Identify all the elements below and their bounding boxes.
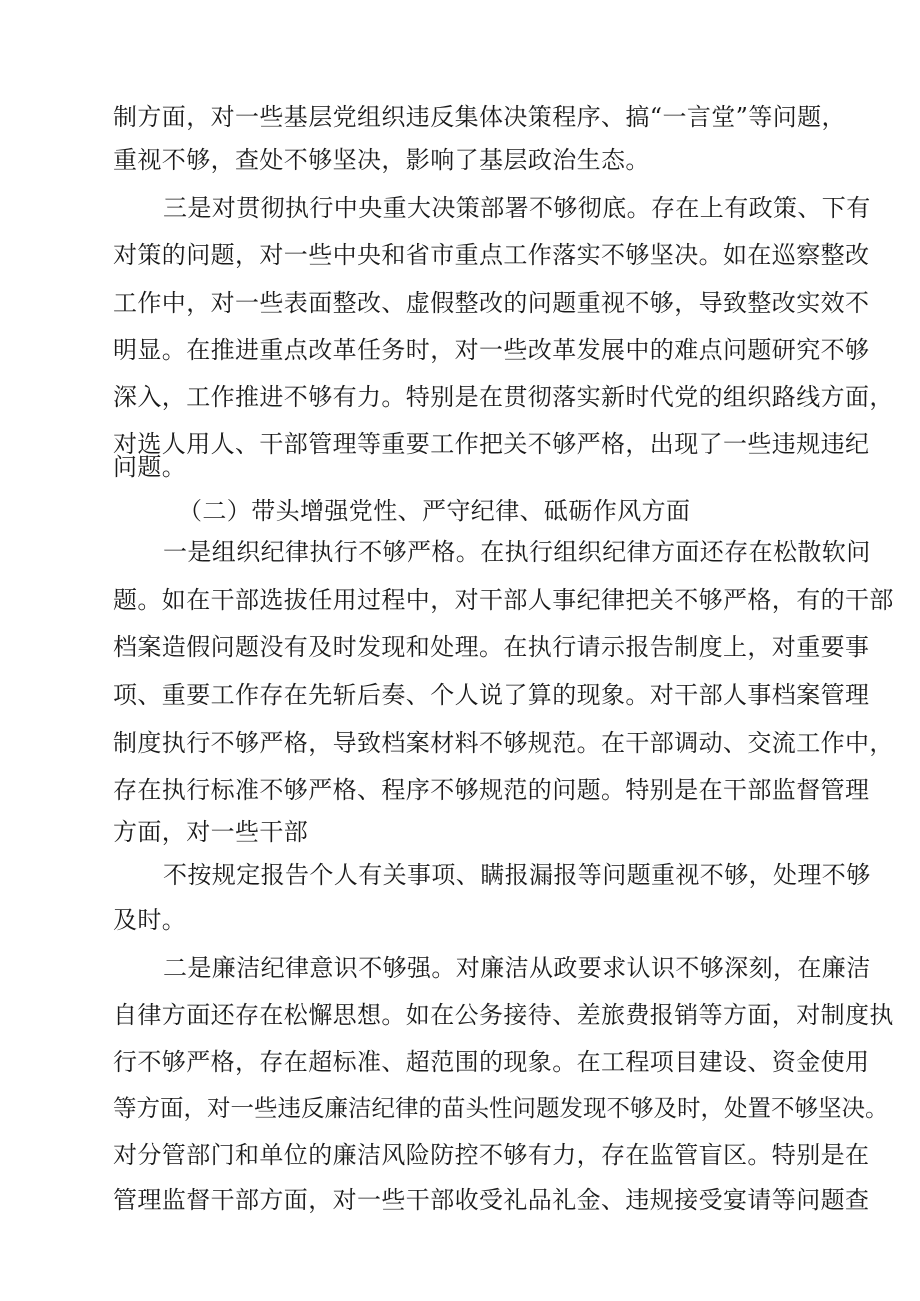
text-line: 对选人用人、干部管理等重要工作把关不够严格，出现了一些违规违纪 (113, 430, 870, 458)
text-line: 对策的问题，对一些中央和省市重点工作落实不够坚决。如在巡察整改 (113, 241, 870, 269)
text-line: 对分管部门和单位的廉洁风险防控不够有力，存在监管盲区。特别是在 (113, 1141, 870, 1169)
text-line: 等方面，对一些违反廉洁纪律的苗头性问题发现不够及时，处置不够坚决。 (113, 1094, 889, 1122)
text-line: 制方面，对一些基层党组织违反集体决策程序、搞“一言堂”等问题， (113, 103, 846, 131)
text-line: 深入，工作推进不够有力。特别是在贯彻落实新时代党的组织路线方面， (113, 383, 894, 411)
text-line: 档案造假问题没有及时发现和处理。在执行请示报告制度上，对重要事 (113, 633, 870, 661)
text-line: 不按规定报告个人有关事项、瞒报漏报等问题重视不够，处理不够 (163, 861, 871, 889)
text-line: 问题。 (113, 453, 187, 481)
text-line: 重视不够，查处不够坚决，影响了基层政治生态。 (113, 146, 650, 174)
text-line: 制度执行不够严格，导致档案材料不够规范。在干部调动、交流工作中， (113, 729, 894, 757)
text-line: 题。如在干部选拔任用过程中，对干部人事纪律把关不够严格，有的干部 (113, 586, 894, 614)
text-line: 一是组织纪律执行不够严格。在执行组织纪律方面还存在松散软问 (163, 538, 871, 566)
text-line: 行不够严格，存在超标准、超范围的现象。在工程项目建设、资金使用 (113, 1048, 870, 1076)
text-line: 二是廉洁纪律意识不够强。对廉洁从政要求认识不够深刻，在廉洁 (163, 954, 871, 982)
text-line: 存在执行标准不够严格、程序不够规范的问题。特别是在干部监督管理 (113, 776, 870, 804)
text-line: 自律方面还存在松懈思想。如在公务接待、差旅费报销等方面，对制度执 (113, 1001, 894, 1029)
text-line: 管理监督干部方面，对一些干部收受礼品礼金、违规接受宴请等问题查 (113, 1186, 870, 1214)
section-heading: （二）带头增强党性、严守纪律、砥砺作风方面 (178, 497, 691, 525)
text-line: 明显。在推进重点改革任务时，对一些改革发展中的难点问题研究不够 (113, 336, 870, 364)
text-line: 三是对贯彻执行中央重大决策部署不够彻底。存在上有政策、下有 (163, 194, 871, 222)
text-line: 项、重要工作存在先斩后奏、个人说了算的现象。对干部人事档案管理 (113, 681, 870, 709)
text-line: 方面，对一些干部 (113, 818, 309, 846)
text-line: 工作中，对一些表面整改、虚假整改的问题重视不够，导致整改实效不 (113, 289, 870, 317)
text-line: 及时。 (113, 906, 187, 934)
